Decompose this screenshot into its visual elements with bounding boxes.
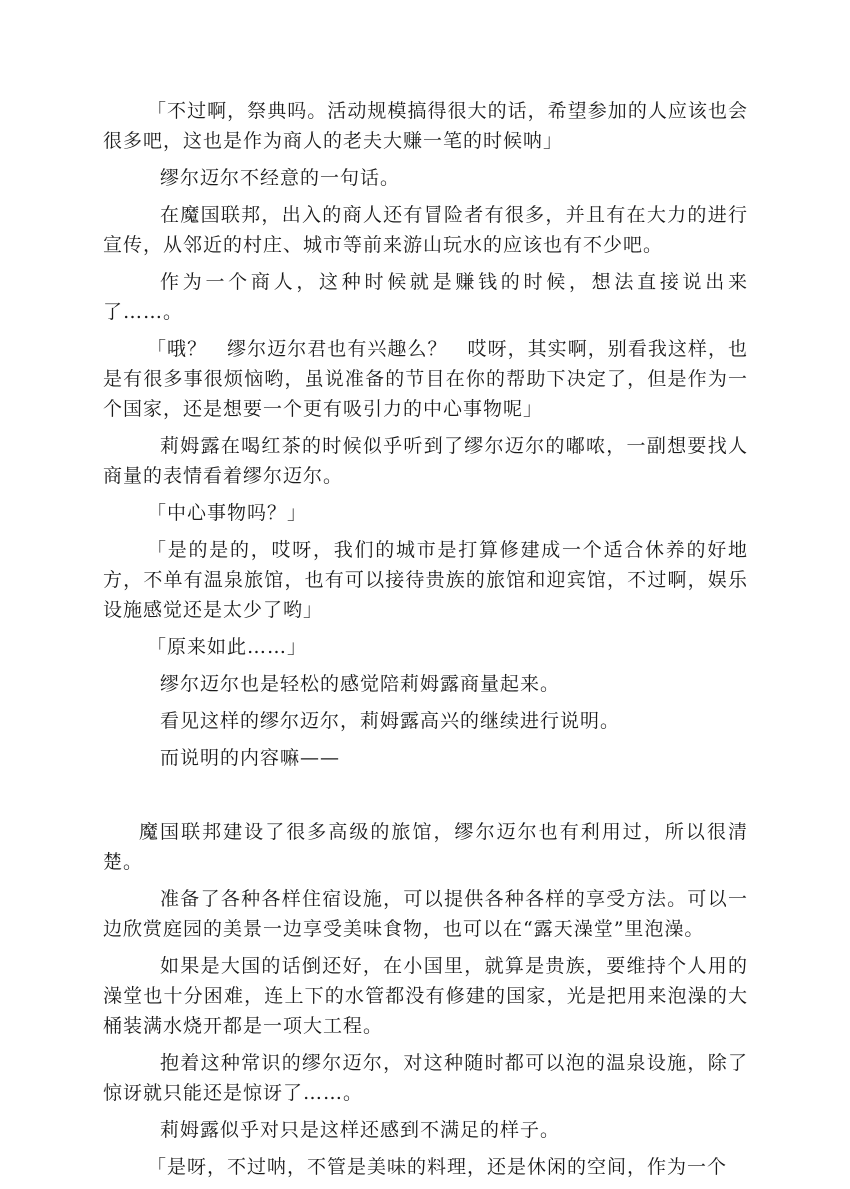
paragraph: 在魔国联邦，出入的商人还有冒险者有很多，并且有在大力的进行宣传，从邻近的村庄、城市等前来游山玩水的应该也有不少吧。 bbox=[103, 204, 748, 256]
paragraph: 作为一个商人，这种时候就是赚钱的时候，想法直接说出来了……。 bbox=[103, 271, 748, 323]
paragraph: 莉姆露似乎对只是这样还感到不满足的样子。 bbox=[160, 1119, 561, 1141]
paragraph: 「哦？ 缪尔迈尔君也有兴趣么？ 哎呀，其实啊，别看我这样，也是有很多事很烦恼哟，虽说准备的节目在你的帮助下决定了，但是作为一个国家，还是想要一个更有吸引力的中心事物呢」 bbox=[103, 338, 748, 420]
paragraph: 准备了各种各样住宿设施，可以提供各种各样的享受方法。可以一边欣赏庭园的美景一边享受美味食物，也可以在“露天澡堂”里泡澡。 bbox=[103, 888, 748, 940]
paragraph: 「原来如此……」 bbox=[147, 636, 308, 658]
paragraph: 而说明的内容嘛—— bbox=[160, 747, 341, 769]
paragraph: 如果是大国的话倒还好，在小国里，就算是贵族，要维持个人用的澡堂也十分困难，连上下的水管都没有修建的国家，光是把用来泡澡的大桶装满水烧开都是一项大工程。 bbox=[103, 955, 748, 1037]
body-text bbox=[103, 96, 748, 1189]
paragraph: 缪尔迈尔不经意的一句话。 bbox=[160, 167, 401, 189]
paragraph: 「是呀，不过呐，不管是美味的料理，还是休闲的空间，作为一个 bbox=[147, 1156, 728, 1178]
paragraph: 莉姆露在喝红茶的时候似乎听到了缪尔迈尔的嘟哝，一副想要找人商量的表情看着缪尔迈尔。 bbox=[103, 435, 748, 487]
paragraph: 「中心事物吗？」 bbox=[147, 502, 308, 524]
paragraph: 看见这样的缪尔迈尔，莉姆露高兴的继续进行说明。 bbox=[160, 710, 621, 732]
paragraph: 「不过啊，祭典吗。活动规模搞得很大的话，希望参加的人应该也会很多吧，这也是作为商人的老夫大赚一笔的时候呐」 bbox=[103, 100, 748, 152]
paragraph: 魔国联邦建设了很多高级的旅馆，缪尔迈尔也有利用过，所以很清楚。 bbox=[103, 821, 748, 873]
paragraph: 抱着这种常识的缪尔迈尔，对这种随时都可以泡的温泉设施，除了惊讶就只能还是惊讶了……。 bbox=[103, 1052, 748, 1104]
paragraph: 「是的是的，哎呀，我们的城市是打算修建成一个适合休养的好地方，不单有温泉旅馆，也有可以接待贵族的旅馆和迎宾馆，不过啊，娱乐设施感觉还是太少了哟」 bbox=[103, 539, 748, 621]
section-break bbox=[103, 780, 748, 817]
paragraph: 缪尔迈尔也是轻松的感觉陪莉姆露商量起来。 bbox=[160, 673, 561, 695]
